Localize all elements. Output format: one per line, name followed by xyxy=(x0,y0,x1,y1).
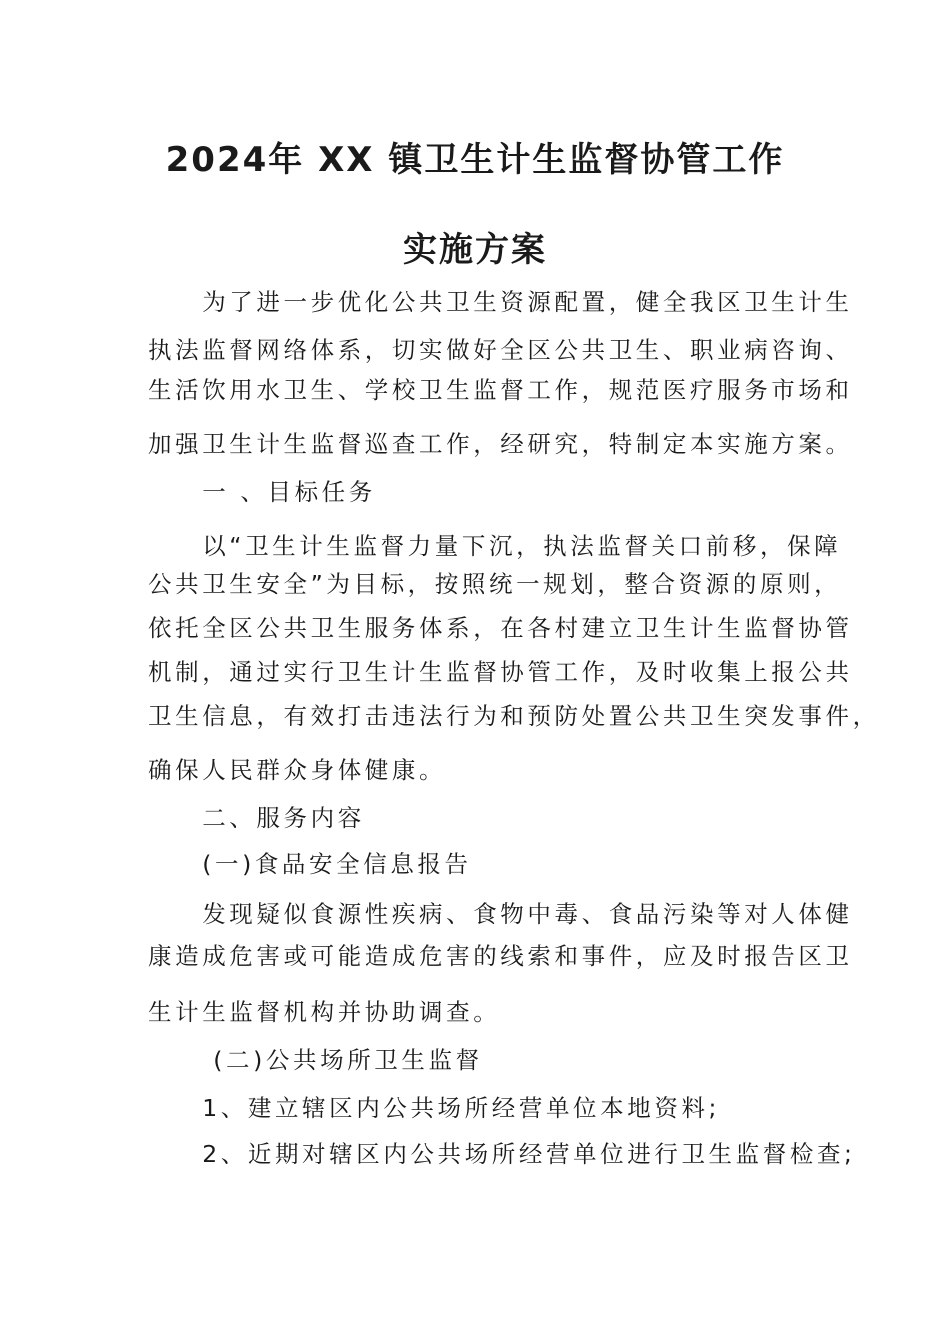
body-line: 以“卫生计生监督力量下沉，执法监督关口前移，保障 xyxy=(148,532,842,560)
body-line: 生计生监督机构并协助调查。 xyxy=(148,998,501,1026)
list-item: 1、建立辖区内公共场所经营单位本地资料; xyxy=(148,1094,721,1122)
body-line: 卫生信息，有效打击违法行为和预防处置公共卫生突发事件， xyxy=(148,702,880,730)
subsection-heading: (一)食品安全信息报告 xyxy=(148,850,472,878)
subsection-heading: (二)公共场所卫生监督 xyxy=(148,1046,483,1074)
body-line: 加强卫生计生监督巡查工作，经研究，特制定本实施方案。 xyxy=(148,430,853,458)
section-heading: 一 、目标任务 xyxy=(148,478,376,506)
section-heading: 二、服务内容 xyxy=(148,804,365,832)
body-line: 发现疑似食源性疾病、食物中毒、食品污染等对人体健 xyxy=(148,900,853,928)
body-line: 确保人民群众身体健康。 xyxy=(148,756,447,784)
body-line: 生活饮用水卫生、学校卫生监督工作，规范医疗服务市场和 xyxy=(148,376,853,404)
body-line: 为了进一步优化公共卫生资源配置，健全我区卫生计生 xyxy=(148,288,853,316)
list-item: 2、近期对辖区内公共场所经营单位进行卫生监督检查; xyxy=(148,1140,856,1168)
body-line: 执法监督网络体系，切实做好全区公共卫生、职业病咨询、 xyxy=(148,336,853,364)
document-subtitle: 实施方案 xyxy=(403,230,547,270)
body-line: 依托全区公共卫生服务体系，在各村建立卫生计生监督协管 xyxy=(148,614,853,642)
body-line: 康造成危害或可能造成危害的线索和事件，应及时报告区卫 xyxy=(148,942,853,970)
body-line: 机制，通过实行卫生计生监督协管工作，及时收集上报公共 xyxy=(148,658,853,686)
document-title: 2024年 XX 镇卫生计生监督协管工作 xyxy=(165,140,785,180)
body-line: 公共卫生安全”为目标，按照统一规划，整合资源的原则， xyxy=(148,570,842,598)
